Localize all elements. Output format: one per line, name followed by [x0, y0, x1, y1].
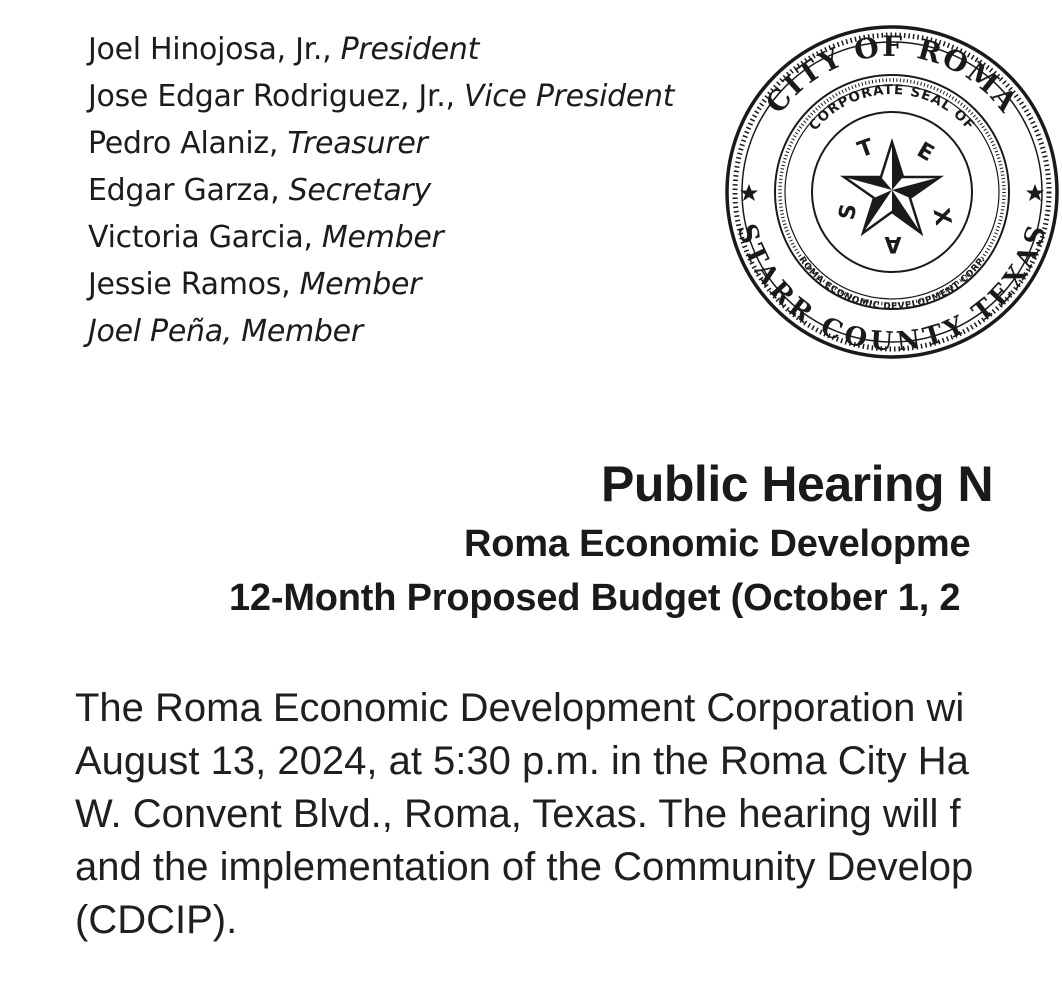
seal-star-letter: E [912, 137, 939, 167]
seal-outer-bottom-text: STARR COUNTY TEXAS [730, 220, 1054, 358]
board-member-row [88, 214, 674, 261]
seal-star-letter: X [927, 206, 956, 228]
member-title: President [340, 32, 480, 67]
member-name: Joel Peña, [88, 314, 233, 349]
corporate-seal-icon [722, 22, 1062, 362]
member-title: Member [241, 314, 363, 349]
notice-subtitle-organization: Roma Economic Developme [464, 523, 971, 565]
notice-body [75, 682, 973, 947]
seal-outer-top-text: CITY OF ROMA [759, 29, 1025, 120]
member-title: Member [299, 267, 422, 302]
seal-inner-bottom-text: ROMA ECONOMIC DEVELOPMENT CORP. [796, 254, 988, 312]
board-member-list [88, 26, 674, 355]
board-member-row [88, 120, 674, 167]
svg-text:ROMA ECONOMIC DEVELOPMENT CORP [797, 255, 988, 312]
member-title: Treasurer [287, 126, 428, 161]
member-title: Vice President [463, 79, 675, 114]
member-name: Joel Hinojosa, Jr., [88, 32, 332, 67]
board-member-row [88, 261, 674, 308]
body-line: W. Convent Blvd., Roma, Texas. The hearing will f [75, 792, 961, 836]
seal-inner-top-text: CORPORATE SEAL OF [805, 81, 979, 134]
member-title: Secretary [288, 173, 431, 208]
body-line: and the implementation of the Community Develop [75, 845, 974, 889]
board-member-row [88, 167, 674, 214]
seal-star-letter: T [854, 134, 878, 164]
notice-title: Public Hearing N [601, 456, 994, 512]
member-name: Jessie Ramos, [88, 267, 291, 302]
body-line: The Roma Economic Development Corporation wi [75, 686, 965, 730]
board-member-row [88, 26, 674, 73]
member-name: Pedro Alaniz, [88, 126, 279, 161]
seal-star-letter: S [834, 201, 863, 222]
body-line: (CDCIP). [75, 898, 238, 942]
notice-subtitle-budget: 12-Month Proposed Budget (October 1, 2 [229, 577, 961, 619]
svg-text:CORPORATE SEAL OF [806, 82, 978, 134]
member-name: Edgar Garza, [88, 173, 280, 208]
member-name: Victoria Garcia, [88, 220, 313, 255]
member-name: Jose Edgar Rodriguez, Jr., [88, 79, 455, 114]
board-member-row [88, 73, 674, 120]
seal-star-letter: A [884, 231, 902, 256]
body-line: August 13, 2024, at 5:30 p.m. in the Roma City Ha [75, 739, 969, 783]
board-member-row [88, 308, 674, 355]
member-title: Member [321, 220, 444, 255]
